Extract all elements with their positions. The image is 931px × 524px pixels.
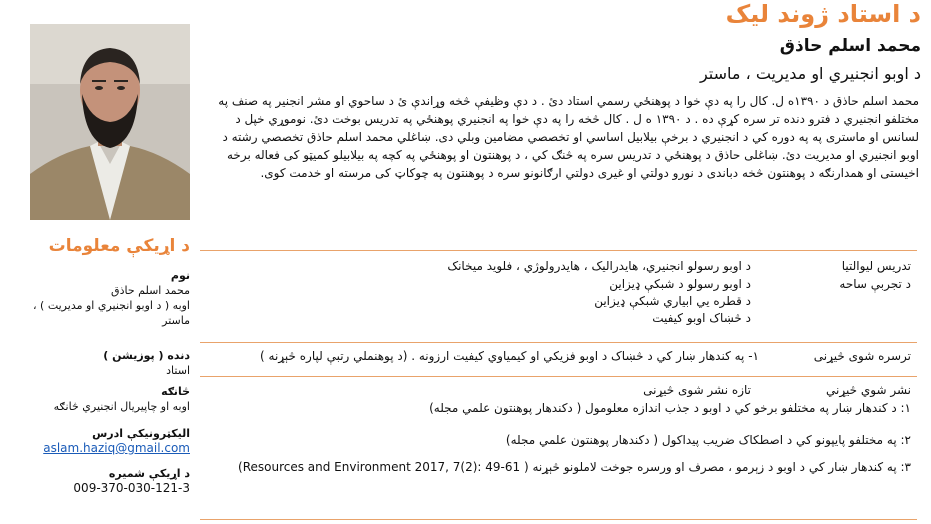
email-link[interactable]: aslam.haziq@gmail.com xyxy=(43,441,190,455)
published-research-heading: تازه نشر شوی څیړنی xyxy=(643,383,751,397)
page-title: د استاد ژوند لیک xyxy=(725,0,921,28)
publications-list xyxy=(205,400,911,486)
person-name: محمد اسلم حاذق xyxy=(779,36,921,56)
experience-item: د څښاک اوبو کيفيت xyxy=(652,311,751,325)
experience-area-list xyxy=(211,276,751,327)
published-research-label: نشر شوي څيړني xyxy=(826,383,911,397)
publication-item: ۱: د کندهار ښار په مختلفو برخو کي د اوبو د جذب اندازه معلومول ( دکندهار پوهنتون علمي مجله) xyxy=(429,401,911,415)
ongoing-research-value: ۱- په کندهار ښار کي د څښاک د اوبو فزيکي او کيمياوي کيفيت ارزونه . (د پوهنملي رتبې لپاره څېړنه ) xyxy=(260,349,759,363)
contact-department-block xyxy=(30,384,190,414)
contact-name-value: محمد اسلم حاذق xyxy=(111,284,190,297)
teaching-interests-value: د اوبو رسولو انجنيري، هايدراليک ، هايدرولوژي ، فلويد ميخانک xyxy=(447,259,751,273)
contact-position-block xyxy=(30,348,190,378)
ongoing-research-label: ترسره شوی څیړنی xyxy=(813,349,911,363)
contact-position-label: دنده ( پوزيشن ) xyxy=(103,349,190,362)
divider-line xyxy=(200,376,917,377)
contact-name-block xyxy=(30,268,190,328)
contact-degree-value: اوبه ( د اوبو انجنيري او مديريت ) ، ماستر xyxy=(32,299,190,327)
divider-line xyxy=(200,250,917,251)
contact-phone-value: 009-370-030-121-3 xyxy=(73,481,190,495)
contact-email-label: اليکټرونيکې ادرس xyxy=(92,427,190,440)
contact-position-value: استاد xyxy=(166,364,190,377)
contact-name-label: نوم xyxy=(170,269,190,282)
experience-area-label: د تجربې ساحه xyxy=(839,277,911,291)
contact-department-label: څانګه xyxy=(161,385,190,398)
biography-paragraph: محمد اسلم حاذق د ۱۳۹۰ه ل. کال را په دې خوا د پوهنځي رسمي استاد دئ . د دې وظيفې څخه وړاندې ئ د ساحوي او مشر انجنير په صنف په مختلفو انجنيري د فترو دنده تر سره کړې ده . د ۱۳۹۰ ه ل . کال څخه را په دې خوا په انجنيري پوهنځي په تدريس بوخت دئ. نوموړي خپل د لسانس او ماستری په په دوره کي د انجنيري د برخې بيلابيل اساسي او تخصصي مضامين وبلي دی. ښاغلي محمد اسلم حاذق تخصصي رشته د اوبو انجنيري او مديريت دئ. ښاغلی حاذق د پوهنځي د تدريس سره په څنګ کي ، د پوهنتون او پوهنځي په کچه په بیلابیلو کمیټو کی فعاله برخه اخيستی او همدارنګه د پوهنتون څخه دباندی د نورو دولتي او غيری دولتي ارګانونو سره د پوهنتون په چوکاټ کی مرسته او خدمت کوی. xyxy=(218,94,919,180)
profile-photo xyxy=(30,24,190,220)
teaching-interests-label: تدریس لیوالتيا xyxy=(841,259,911,273)
experience-item: د اوبو رسولو د شبکې ډیزاین xyxy=(609,277,751,291)
divider-line xyxy=(200,519,917,520)
contact-section-title: د اړيکې معلومات xyxy=(48,236,190,256)
contact-phone-block xyxy=(30,466,190,496)
contact-phone-label: د اړيکې شميره xyxy=(108,467,190,480)
contact-email-block xyxy=(30,426,190,456)
publication-item: ۲: په مختلفو پايپونو کي د اصطکاک ضريب پيداکول ( دکندهار پوهنتون علمي مجله) xyxy=(505,433,911,447)
experience-item: د قطره يي ابياري شبکې ډيزاين xyxy=(594,294,751,308)
publication-item: ۳: په کندهار ښار کي د اوبو د زېرمو ، مصرف او ورسره جوخت لاملونو څېړنه ( Resources and Environment 2017, 7(2): 49-61) xyxy=(238,460,911,474)
contact-department-value: اوبه او چاپیریال انجنيري څانګه xyxy=(53,400,190,413)
degree-subtitle: د اوبو انجنيري او مديريت ، ماستر xyxy=(699,64,921,83)
divider-line xyxy=(200,342,917,343)
